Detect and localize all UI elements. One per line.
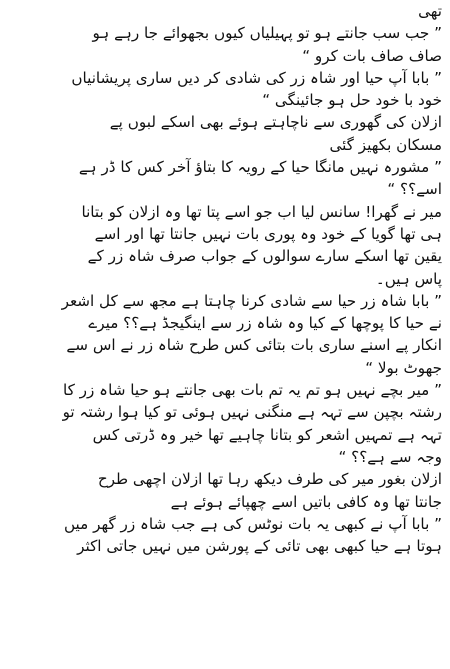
text-line: انکار پے اسنے ساری بات بتائی کس طرح شاہ زر نے اس سے [66,336,442,355]
text-line: مسکان بکھیز گئی [329,135,442,154]
text-line: ” بابا آپ نے کبھی یہ بات نوٹس کی ہے جب شاہ زر گھر میں [63,514,442,533]
text-line: رشتہ بچپن سے تہہ ہے منگنی نہیں ہوئی تو کیا ہوا رشتہ تو [62,403,442,422]
text-line: ” بابا آپ حیا اور شاہ زر کی شادی کر دیں ساری پریشانیاں [71,68,442,87]
text-line: میر نے گھرا! سانس لیا اب جو اسے پتا تھا وہ ازلان کو بتانا [81,202,442,221]
text-line: نے حیا کا پوچھا کے کیا وہ شاہ زر سے اینگیجڈ ہے؟؟ میرے [88,314,442,333]
text-line: ہی تھا گویا کے خود وہ پوری بات نہیں جانتا تھا اور اسے [94,224,442,243]
text-line: وجہ سے ہے؟؟ “ [338,447,442,466]
text-line: جھوٹ بولا “ [365,358,442,377]
text-line: ” مشورہ نہیں مانگا حیا کے رویہ کا بتاؤ آخر کس کا ڈر ہے [78,158,442,177]
text-line: خود با خود حل ہو جائینگی “ [262,91,442,110]
text-line: ” میر بچے نہیں ہو تم یہ تم بات بھی جانتے ہو حیا شاہ زر کا [62,381,442,400]
text-line: جانتا تھا وہ کافی باتیں اسے چھپائے ہوئے ہے [170,492,442,511]
text-line: ازلان بغور میر کی طرف دیکھ رہا تھا ازلان اچھی طرح [97,470,442,489]
text-line: صاف صاف بات کرو “ [302,46,442,65]
text-line: ہوتا ہے حیا کبھی بھی تائی کے پورشن میں نہیں جاتی اکثر [77,537,442,556]
text-line: ” جب سب جانتے ہو تو پہیلیاں کیوں بجھوائے جا رہے ہو [92,24,442,43]
text-line: یقین تھا اسکے سارے سوالوں کے جواب صرف شاہ زر کے [87,247,442,266]
text-line: ” بابا شاہ زر حیا سے شادی کرنا چاہتا ہے مجھ سے کل اشعر [61,291,442,310]
text-line: تہہ ہے تمہیں اشعر کو بتانا چاہیے تھا خیر وہ ڈرتی کس [92,425,442,444]
text-line: پاس ہیں۔ [375,269,442,288]
text-line: اسے؟؟ “ [387,180,442,199]
document-body [6,0,442,557]
text-line: تھی [418,2,442,20]
text-line: ازلان کی گھوری سے ناچاہتے ہوئے بھی اسکے لبوں پے [109,113,442,132]
